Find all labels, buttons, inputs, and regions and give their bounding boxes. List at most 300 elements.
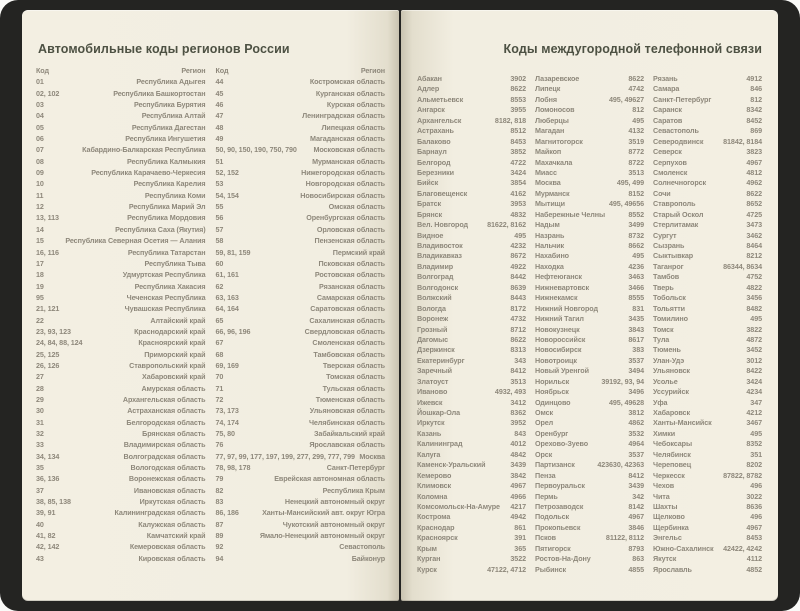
region-code: 10 (36, 179, 44, 189)
table-row (535, 565, 644, 575)
phone-code: 4872 (746, 334, 762, 344)
table-row (417, 199, 526, 209)
phone-code: 8617 (628, 334, 644, 344)
phone-code: 495 (514, 230, 526, 240)
region-code: 64, 164 (215, 304, 239, 314)
table-row (535, 293, 644, 303)
city-name: Орел (535, 418, 554, 428)
table-row (417, 502, 526, 512)
phone-code: 8652 (746, 199, 762, 209)
phone-code: 8553 (510, 94, 526, 104)
table-row (653, 241, 762, 251)
phone-code: 4855 (628, 564, 644, 574)
region-name: Санкт-Петербург (326, 463, 385, 473)
city-name: Грозный (417, 324, 448, 334)
region-name: Чукотский автономный округ (282, 519, 385, 529)
table-row (216, 496, 386, 507)
table-row (417, 481, 526, 491)
table-row (535, 304, 644, 314)
region-code: 69, 169 (215, 360, 239, 370)
table-row (653, 450, 762, 460)
table-row (417, 335, 526, 345)
table-row (535, 137, 644, 147)
table-row (216, 439, 386, 450)
region-code: 40 (36, 519, 44, 529)
left-page (22, 10, 399, 601)
region-name: Новосибирская область (300, 190, 385, 200)
table-row (36, 337, 206, 348)
table-row (417, 366, 526, 376)
table-row (216, 224, 386, 235)
region-code: 27 (36, 372, 44, 382)
table-row (653, 220, 762, 230)
city-name: Самара (653, 84, 680, 94)
city-name: Санкт-Петербург (653, 94, 712, 104)
city-name: Иркутск (417, 418, 445, 428)
city-name: Таганрог (653, 261, 684, 271)
phone-code: 347 (750, 397, 762, 407)
city-name: Ставрополь (653, 199, 696, 209)
phone-code: 8342 (746, 105, 762, 115)
phone-code: 8732 (628, 230, 644, 240)
city-name: Лобня (535, 94, 557, 104)
region-name: Липецкая область (321, 122, 385, 132)
table-row (653, 418, 762, 428)
region-code: 11 (36, 190, 44, 200)
phone-code: 365 (514, 543, 526, 553)
table-row (653, 533, 762, 543)
region-code: 30 (36, 406, 44, 416)
region-code: 70 (215, 372, 224, 382)
city-name: Щелково (653, 512, 685, 522)
table-row (535, 210, 644, 220)
city-name: Северск (653, 147, 682, 157)
table-row (417, 314, 526, 324)
phone-code: 495 (632, 251, 644, 261)
phone-code: 3953 (510, 199, 526, 209)
table-row (535, 356, 644, 366)
phone-code: 8442 (510, 272, 526, 282)
city-name: Пенза (535, 470, 556, 480)
region-name: Севастополь (339, 542, 385, 552)
left-page-title: Автомобильные коды регионов России (38, 42, 290, 56)
city-name: Курган (417, 554, 441, 564)
phone-code: 863 (632, 554, 644, 564)
region-name: Республика Хакасия (134, 281, 206, 291)
table-row (216, 99, 386, 110)
table-row (535, 387, 644, 397)
phone-code: 4822 (746, 282, 762, 292)
region-code: 26, 126 (36, 360, 60, 370)
phone-code: 495 (632, 115, 644, 125)
city-name: Видное (417, 230, 444, 240)
table-row (653, 408, 762, 418)
table-row (417, 262, 526, 272)
city-name: Балаково (417, 136, 451, 146)
city-name: Партизанск (535, 460, 575, 470)
phone-code: 8622 (746, 188, 762, 198)
table-row (653, 105, 762, 115)
table-row (36, 167, 206, 178)
table-row (417, 137, 526, 147)
phone-code: 4942 (510, 512, 526, 522)
phone-code: 423630, 42363 (597, 460, 644, 470)
table-row (653, 283, 762, 293)
phone-code: 4236 (628, 261, 644, 271)
city-name: Серпухов (653, 157, 687, 167)
phone-code: 42422, 4242 (723, 543, 762, 553)
phone-code: 8512 (510, 126, 526, 136)
table-row (653, 554, 762, 564)
table-row (417, 95, 526, 105)
table-row (535, 471, 644, 481)
table-row (653, 502, 762, 512)
region-code: 22 (36, 315, 44, 325)
table-row (653, 262, 762, 272)
region-code: 06 (36, 134, 44, 144)
phone-code: 3955 (510, 105, 526, 115)
phone-code: 8352 (746, 439, 762, 449)
city-name: Первоуральск (535, 481, 585, 491)
table-row (417, 293, 526, 303)
phone-code: 8212 (746, 251, 762, 261)
table-row (216, 451, 386, 462)
region-name: Самарская область (316, 292, 385, 302)
phone-code: 3854 (510, 178, 526, 188)
table-row (417, 105, 526, 115)
table-row (417, 158, 526, 168)
region-code: 75, 80 (215, 429, 235, 438)
region-header: Регион (360, 66, 385, 75)
phone-code: 495, 499 (616, 178, 644, 188)
table-row (36, 417, 206, 428)
table-row (417, 471, 526, 481)
table-row (535, 450, 644, 460)
region-name: Москва (359, 451, 385, 461)
phone-code: 3496 (628, 387, 644, 397)
table-row (653, 189, 762, 199)
region-name: Челябинская область (308, 417, 385, 427)
phone-code: 495, 49656 (609, 199, 644, 209)
phone-code: 47122, 4712 (487, 564, 526, 574)
phone-code: 8202 (746, 460, 762, 470)
city-name: Мурманск (535, 188, 570, 198)
table-row (417, 512, 526, 522)
city-name: Шахты (653, 501, 678, 511)
city-name: Солнечногорск (653, 178, 707, 188)
table-row (417, 356, 526, 366)
phone-code: 8793 (628, 543, 644, 553)
city-name: Тула (653, 334, 670, 344)
region-name: Тамбовская область (313, 349, 385, 359)
region-codes-column-b (216, 65, 386, 564)
table-row (36, 247, 206, 258)
table-row (216, 428, 386, 439)
table-row (216, 292, 386, 303)
table-row (535, 460, 644, 470)
table-row (36, 383, 206, 394)
region-code: 13, 113 (36, 213, 59, 223)
table-row (36, 224, 206, 235)
region-code: 31 (36, 417, 44, 427)
city-name: Смоленск (653, 167, 688, 177)
table-row (417, 325, 526, 335)
table-row (216, 201, 386, 212)
city-name: Климовск (417, 481, 452, 491)
table-row (216, 507, 386, 518)
table-row (535, 116, 644, 126)
region-name: Республика Северная Осетия — Алания (65, 236, 206, 246)
region-code: 12 (36, 202, 44, 212)
table-row (535, 199, 644, 209)
city-name: Магадан (535, 126, 565, 136)
region-code: 47 (215, 111, 224, 121)
table-row (535, 262, 644, 272)
region-name: Республика Саха (Якутия) (115, 224, 206, 234)
table-row (216, 473, 386, 484)
table-row (216, 349, 386, 360)
city-name: Москва (535, 178, 561, 188)
region-rows-a (36, 76, 206, 564)
table-row (535, 325, 644, 335)
region-code: 58 (215, 236, 224, 246)
city-name: Орск (535, 449, 553, 459)
city-name: Дагомыс (417, 334, 449, 344)
table-row (216, 235, 386, 246)
city-name: Усолье (653, 376, 678, 386)
phone-code: 812 (632, 105, 644, 115)
table-row (36, 428, 206, 439)
region-name: Кабардино-Балкарская Республика (82, 145, 206, 155)
city-name: Адлер (417, 84, 440, 94)
table-row (535, 533, 644, 543)
table-row (216, 553, 386, 564)
region-code: 71 (215, 383, 224, 393)
city-name: Прокопьевск (535, 522, 581, 532)
table-row (36, 235, 206, 246)
phone-code: 39192, 93, 94 (601, 376, 644, 386)
phone-code: 8453 (510, 136, 526, 146)
region-code: 59, 81, 159 (215, 247, 251, 257)
phone-code: 4912 (746, 74, 762, 83)
city-name: Люберцы (535, 115, 569, 125)
region-code: 17 (36, 258, 44, 268)
region-code: 46 (215, 100, 224, 110)
table-row (653, 199, 762, 209)
city-name: Сочи (653, 188, 671, 198)
region-code: 89 (215, 531, 224, 541)
phone-code: 351 (750, 449, 762, 459)
table-row (36, 541, 206, 552)
region-code: 23, 93, 123 (36, 326, 71, 336)
table-row (653, 335, 762, 345)
city-name: Старый Оскол (653, 209, 704, 219)
table-row (216, 303, 386, 314)
table-row (417, 523, 526, 533)
table-row (535, 158, 644, 168)
table-row (535, 95, 644, 105)
city-name: Омск (535, 408, 554, 417)
table-row (216, 530, 386, 541)
table-row (36, 349, 206, 360)
table-row (535, 345, 644, 355)
phone-code: 3842 (510, 470, 526, 480)
phone-code: 8464 (746, 241, 762, 250)
table-row (417, 304, 526, 314)
city-name: Оренбург (535, 428, 569, 438)
city-name: Псков (535, 533, 556, 543)
phone-code: 342 (632, 491, 644, 501)
table-row (653, 544, 762, 554)
city-name: Миасс (535, 167, 557, 177)
phone-code: 3902 (510, 74, 526, 83)
phone-code: 8552 (628, 209, 644, 219)
phone-code: 495, 49627 (609, 94, 644, 104)
table-row (535, 492, 644, 502)
table-row (417, 533, 526, 543)
region-code: 77, 97, 99, 177, 197, 199, 277, 299, 777, 799 (215, 451, 355, 461)
table-row (36, 462, 206, 473)
region-name: Чеченская Республика (126, 292, 206, 302)
phone-code: 4967 (628, 512, 644, 522)
region-name: Иркутская область (139, 497, 206, 507)
region-code: 14 (36, 224, 44, 234)
phone-code: 4752 (746, 272, 762, 282)
city-name: Красноярск (417, 533, 458, 543)
table-row (535, 439, 644, 449)
phone-code: 8182, 818 (494, 115, 526, 125)
city-name: Калуга (417, 449, 441, 459)
region-name: Архангельская область (122, 394, 206, 404)
phone-code: 8443 (510, 293, 526, 303)
table-row (36, 99, 206, 110)
city-name: Нахабино (535, 251, 569, 261)
city-name: Хабаровск (653, 408, 690, 417)
region-name: Воронежская область (128, 474, 206, 484)
phone-code: 3822 (746, 324, 762, 334)
table-row (653, 314, 762, 324)
phone-code: 81842, 8184 (723, 136, 762, 146)
city-name: Екатеринбург (417, 355, 465, 365)
region-name: Республика Тыва (144, 258, 206, 268)
city-name: Владимир (417, 261, 454, 271)
phone-code: 4852 (746, 564, 762, 574)
phone-code: 4212 (746, 408, 762, 417)
region-name: Кировская область (138, 553, 206, 563)
phone-code: 383 (632, 345, 644, 355)
table-row (216, 156, 386, 167)
city-name: Севастополь (653, 126, 699, 136)
region-code: 51 (215, 156, 224, 166)
city-name: Коломна (417, 491, 448, 501)
table-row (216, 485, 386, 496)
city-name: Казань (417, 428, 442, 438)
city-name: Владикавказ (417, 251, 462, 261)
table-row (36, 292, 206, 303)
phone-code: 3439 (628, 481, 644, 491)
region-code: 16, 116 (36, 247, 59, 257)
table-row (535, 398, 644, 408)
region-name: Пензенская область (314, 236, 385, 246)
phone-code: 3452 (746, 345, 762, 355)
phone-code: 4962 (746, 178, 762, 188)
region-name: Оренбургская область (306, 213, 385, 223)
phone-code: 869 (750, 126, 762, 136)
table-row (535, 220, 644, 230)
region-name: Ростовская область (314, 270, 385, 280)
city-name: Заречный (417, 366, 452, 376)
city-name: Нижний Новгород (535, 303, 598, 313)
phone-code: 4922 (510, 261, 526, 271)
region-code: 78, 98, 178 (215, 463, 251, 473)
region-code: 29 (36, 394, 44, 404)
phone-code: 3532 (628, 428, 644, 438)
region-code: 32 (36, 429, 44, 438)
city-name: Йошкар-Ола (417, 408, 460, 417)
table-row (653, 293, 762, 303)
table-row (417, 116, 526, 126)
table-row (36, 371, 206, 382)
phone-code: 8453 (746, 533, 762, 543)
table-row (417, 147, 526, 157)
table-row (653, 168, 762, 178)
table-row (417, 387, 526, 397)
city-name: Волгодонск (417, 282, 459, 292)
phone-code: 81122, 8112 (605, 533, 644, 543)
phone-code: 4966 (510, 491, 526, 501)
city-name: Волгоград (417, 272, 454, 282)
table-row (653, 74, 762, 84)
region-code: 82 (215, 485, 224, 495)
table-row (653, 304, 762, 314)
region-name: Чувашская Республика (124, 304, 206, 314)
region-codes-column-a (36, 65, 206, 564)
city-name: Березники (417, 167, 454, 177)
table-row (653, 523, 762, 533)
phone-code: 3022 (746, 491, 762, 501)
phone-code: 3435 (628, 314, 644, 324)
phone-code: 3852 (510, 147, 526, 157)
table-row (36, 178, 206, 189)
region-name: Калининградская область (114, 508, 206, 518)
city-name: Энгельс (653, 533, 682, 543)
city-name: Пятигорск (535, 543, 571, 553)
city-name: Белгород (417, 157, 451, 167)
phone-code: 3846 (628, 522, 644, 532)
region-name: Белгородская область (126, 417, 206, 427)
city-name: Барнаул (417, 147, 447, 157)
phone-code: 3537 (628, 449, 644, 459)
phone-code: 4967 (746, 522, 762, 532)
phone-code: 495, 49628 (609, 397, 644, 407)
region-name: Рязанская область (319, 281, 385, 291)
region-code: 21, 121 (36, 304, 60, 314)
city-name: Подольск (535, 512, 570, 522)
region-name: Магаданская область (310, 134, 385, 144)
right-page-title: Коды междугородной телефонной связи (503, 42, 762, 56)
table-row (216, 269, 386, 280)
region-name: Республика Бурятия (134, 100, 206, 110)
region-name: Еврейская автономная область (274, 474, 385, 484)
phone-code: 8622 (628, 74, 644, 83)
table-row (36, 473, 206, 484)
table-row (417, 251, 526, 261)
phone-code: 3499 (628, 220, 644, 230)
phone-code: 3463 (628, 272, 644, 282)
region-name: Свердловская область (304, 326, 385, 336)
city-name: Новороссийск (535, 334, 586, 344)
table-row (535, 168, 644, 178)
